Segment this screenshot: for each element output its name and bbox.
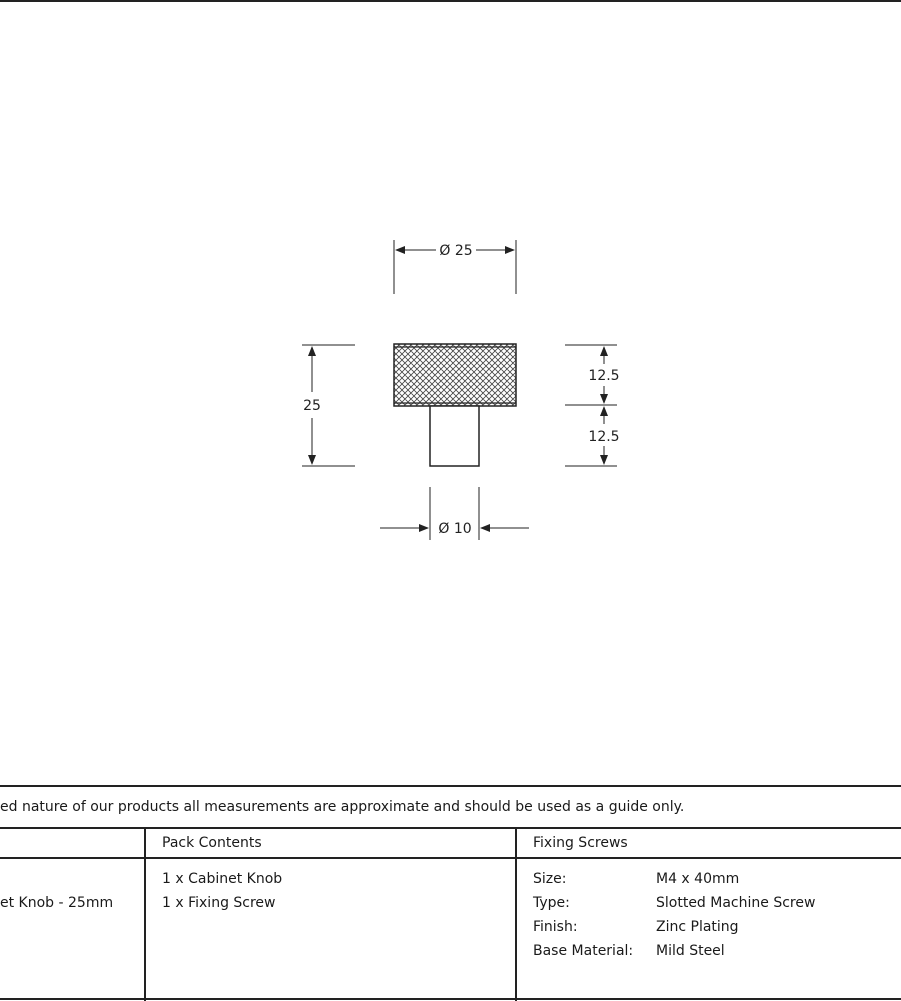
- pack-item: 1 x Cabinet Knob: [162, 871, 283, 887]
- pack-contents-header: Pack Contents: [162, 835, 262, 851]
- spec-table-header-divider: [0, 857, 901, 859]
- spec-column-divider-2: [515, 828, 517, 1001]
- fixing-screws-header: Fixing Screws: [533, 835, 628, 851]
- spec-column-divider-1: [144, 828, 146, 1001]
- spec-table-divider: [0, 827, 901, 829]
- screw-spec-value: Mild Steel: [656, 943, 725, 959]
- screw-spec-value: Zinc Plating: [656, 919, 739, 935]
- split-height-dimension: [565, 345, 620, 466]
- product-description: et Knob - 25mm: [0, 895, 114, 911]
- screw-spec-label: Size:: [533, 871, 567, 887]
- stem-diameter-label: Ø 10: [438, 521, 472, 537]
- total-height-label: 25: [303, 398, 321, 414]
- knob-stem: [430, 406, 479, 466]
- screw-spec-label: Type:: [533, 895, 570, 911]
- spec-table-top-border: [0, 785, 901, 787]
- disclaimer: ed nature of our products all measurements are approximate and should be used as a guide only.: [0, 799, 685, 815]
- knob-head: [394, 344, 516, 406]
- screw-spec-label: Finish:: [533, 919, 578, 935]
- screw-spec-value: Slotted Machine Screw: [656, 895, 816, 911]
- spec-table: [0, 785, 901, 1001]
- spec-table-bottom-border: [0, 998, 901, 1000]
- head-height-label: 12.5: [588, 368, 620, 384]
- screw-spec-label: Base Material:: [533, 943, 634, 959]
- head-diameter-label: Ø 25: [439, 243, 473, 259]
- screw-spec-value: M4 x 40mm: [656, 871, 740, 887]
- pack-item: 1 x Fixing Screw: [162, 895, 276, 911]
- stem-height-label: 12.5: [588, 429, 620, 445]
